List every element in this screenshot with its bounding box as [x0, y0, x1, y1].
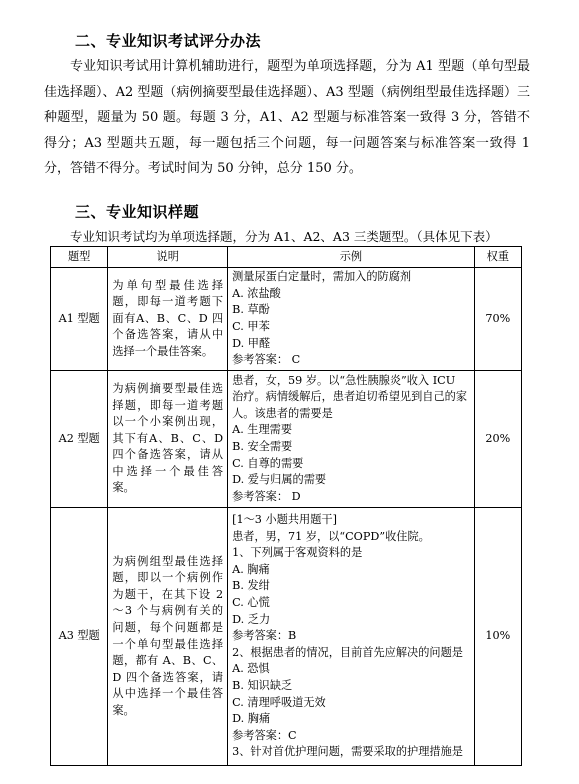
table-row-a2 — [51, 371, 522, 508]
example-line: D. 爱与归属的需要 — [232, 473, 327, 487]
row-a1-weight: 70% — [474, 268, 521, 371]
example-line: B. 安全需要 — [232, 440, 293, 453]
row-a1-desc: 为单句型最佳选择题，即每一道考题下面有A、B、C、D 四个备选答案，请从中选择一个最佳答案。 — [108, 268, 228, 371]
table-row-a3 — [51, 508, 522, 766]
example-line: D. 胸痛 — [232, 712, 271, 726]
example-line: 参考答案： C — [232, 353, 301, 367]
example-line: C. 自尊的需要 — [232, 456, 304, 470]
row-a2-example — [228, 371, 475, 508]
example-line: C. 甲苯 — [232, 320, 270, 333]
sample-questions-table — [50, 246, 522, 766]
example-line: 参考答案：B — [232, 629, 297, 643]
example-line: 2、根据患者的情况，目前首先应解决的问题是 — [232, 645, 463, 659]
example-line: D. 乏力 — [232, 612, 271, 626]
example-line: C. 心慌 — [232, 596, 270, 610]
example-line: B. 发绀 — [232, 579, 270, 593]
row-a3-example — [228, 508, 475, 766]
example-line: B. 知识缺乏 — [232, 678, 293, 692]
row-a3-type: A3 型题 — [51, 508, 108, 766]
section-2-body: 专业知识考试用计算机辅助进行，题型为单项选择题，分为 A1 型题（单句型最佳选择题）、A2 型题（病例摘要型最佳选择题）、A3 型题（病例组型最佳选择题）三种题型，题量为 50 题。每题 3 分，A1、A2 型题与标准答案一致得 3 分，答错不得分；A3 型题共五题，每一题包括三个问题，每一问题答案与标准答案一致得 1 分，答错不得分。考试时间为 50 分钟，总分 150 分。 — [44, 59, 530, 176]
section-3-title: 三、专业知识样题 — [75, 203, 200, 221]
example-line: C. 清理呼吸道无效 — [232, 695, 326, 709]
table-header-row — [51, 247, 522, 268]
example-line: 3、针对首优护理问题，需要采取的护理措施是 — [232, 745, 463, 759]
header-desc: 说明 — [108, 247, 228, 268]
row-a2-type: A2 型题 — [51, 371, 108, 508]
row-a3-desc: 为病例组型最佳选择题，即以一个病例作为题干，在其下设 2～3 个与病例有关的问题，每个问题都是一个单句型最佳选择题，都有 A、B、C、D 四个备选答案，请从中选择一个最佳答案。 — [108, 508, 228, 766]
example-line: 测量尿蛋白定量时，需加入的防腐剂 — [232, 270, 412, 284]
example-line: A. 胸痛 — [232, 562, 270, 576]
example-line: 患者，女，59 岁。以“急性胰腺炎”收入 ICU — [232, 373, 456, 387]
example-line: A. 恐惧 — [232, 662, 270, 676]
section-2-title: 二、专业知识考试评分办法 — [75, 32, 262, 50]
row-a1-example — [228, 268, 475, 371]
example-line: 人。该患者的需要是 — [232, 406, 333, 420]
example-line: D. 甲醛 — [232, 336, 271, 350]
row-a3-weight: 10% — [474, 508, 521, 766]
example-line: 1、下列属于客观资料的是 — [232, 546, 363, 560]
row-a1-type: A1 型题 — [51, 268, 108, 371]
header-type: 题型 — [51, 247, 108, 268]
example-line: [1～3 小题共用题干] — [232, 513, 337, 527]
section-3-intro: 专业知识考试均为单项选择题，分为 A1、A2、A3 三类题型。（具体见下表） — [70, 229, 498, 244]
example-line: 参考答案：C — [232, 728, 297, 742]
header-weight: 权重 — [474, 247, 521, 268]
example-line: 患者，男，71 岁，以“COPD”收住院。 — [232, 529, 430, 543]
header-example: 示例 — [228, 247, 475, 268]
example-line: A. 浓盐酸 — [232, 286, 281, 300]
example-line: 参考答案： D — [232, 489, 301, 503]
table-row-a1 — [51, 268, 522, 371]
example-line: A. 生理需要 — [232, 423, 293, 437]
row-a2-weight: 20% — [474, 371, 521, 508]
row-a2-desc: 为病例摘要型最佳选择题，即每一道考题以一个小案例出现，其下有A、B、C、D 四个备选答案，请从中选择一个最佳答案。 — [108, 371, 228, 508]
example-line: B. 草酚 — [232, 303, 270, 317]
example-line: 治疗。病情缓解后，患者迫切希望见到自己的家 — [232, 390, 468, 404]
